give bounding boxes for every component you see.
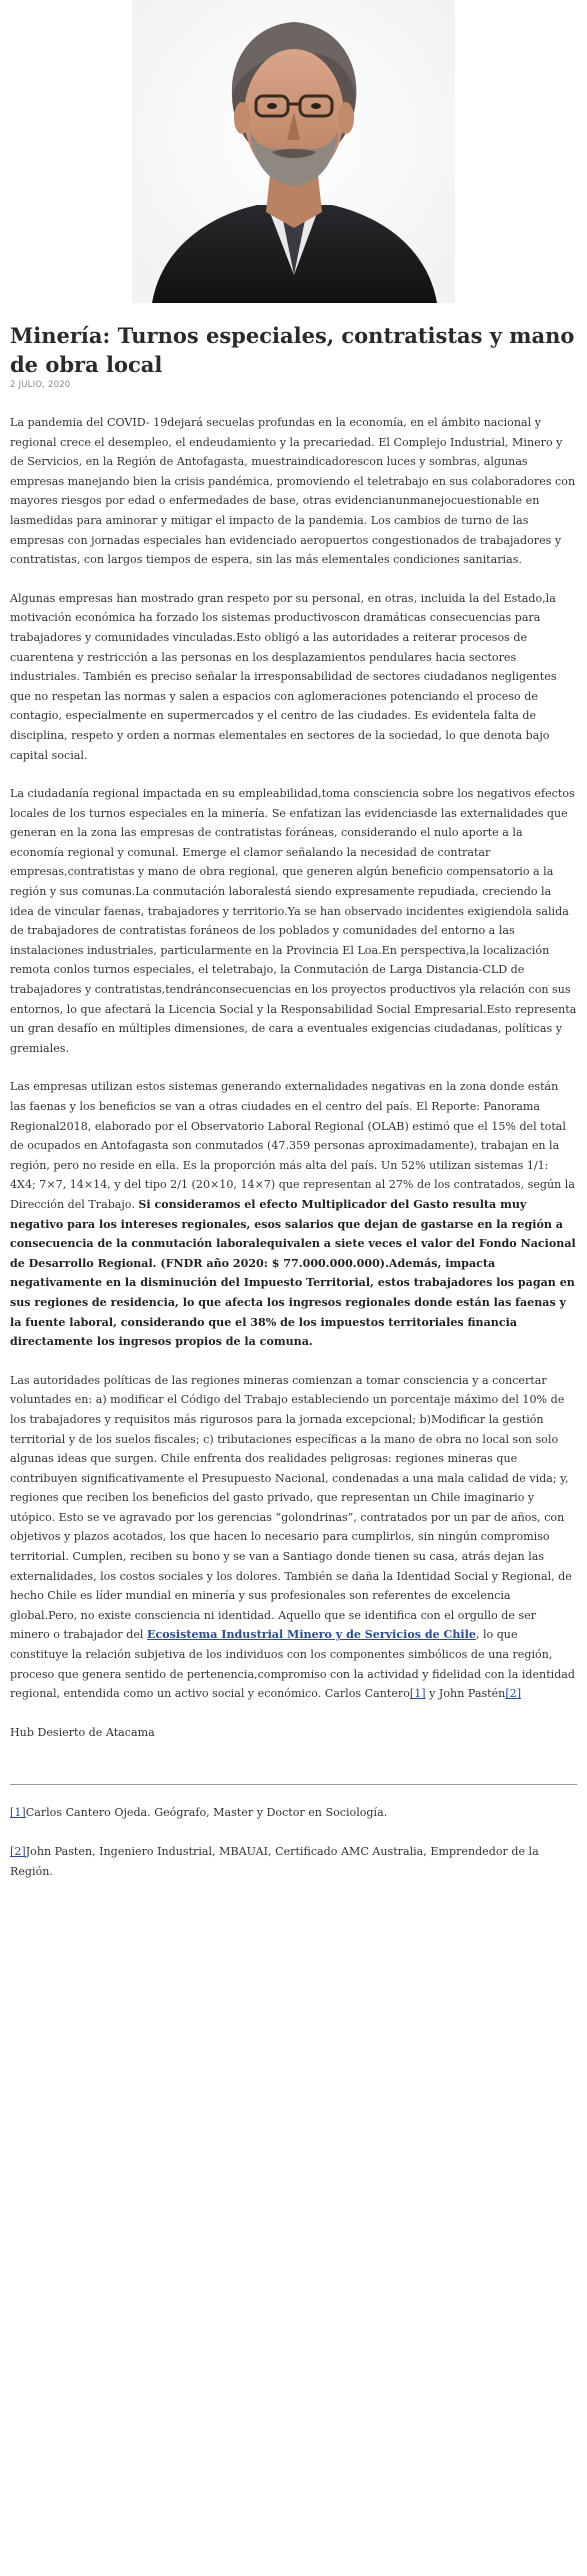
article-title: Minería: Turnos especiales, contratistas y mano de obra local bbox=[10, 323, 575, 377]
footnote-1-backlink[interactable]: [1] bbox=[10, 1806, 26, 1820]
ecosistema-link[interactable]: Ecosistema Industrial Minero y de Servicios de Chile bbox=[147, 1628, 476, 1642]
paragraph-5-text: Las autoridades políticas de las regiones mineras comienzan a tomar consciencia y a concertar voluntades en: a) modificar el Código del Trabajo estableciendo un porcentaje máximo del 10% de los trabajadores y requisitos más rigurosos para la jornada excepcional; b)Modificar la gestión territorial y de los suelos fiscales; c) tributaciones específicas a la mano de obra no local son solo algunas ideas que surgen. Chile enfrenta dos realidades peligrosas: regiones mineras que contribuyen significativamente el Presupuesto Nacional, condenadas a una mala calidad de vida; y, regiones que reciben los beneficios del gasto privado, que representan un Chile imaginario y utópico. Esto se ve agravado por los gerencias “golondrinas”, contratados por un par de años, con objetivos y plazos acotados, los que hacen lo necesario para cumplirlos, sin ningún compromiso territorial. Cumplen, reciben su bono y se van a Santiago donde tienen su casa, atrás dejan las externalidades, los costos sociales y los dolores. También se daña la Identidad Social y Regional, de hecho Chile es líder mundial en minería y sus profesionales son referentes de excelencia global.Pero, no existe consciencia ni identidad. Aquello que se identifica con el orgullo de ser minero o trabajador del bbox=[10, 1373, 572, 1642]
footnotes-divider bbox=[10, 1784, 577, 1785]
paragraph-5 bbox=[10, 1371, 577, 1704]
paragraph-4-bold-text: Si consideramos el efecto Multiplicador del Gasto resulta muy negativo para los intereses regionales, esos salarios que dejan de gastarse en la región a consecuencia de la conmutación laboralequivalen a siete veces el valor del Fondo Nacional de Desarrollo Regional. (FNDR año 2020: $ 77.000.000.000).Además, impacta negativamente en la disminución del Impuesto Territorial, estos trabajadores los pagan en sus regiones de residencia, lo que afecta los ingresos regionales donde están las faenas y la fuente laboral, considerando que el 38% de los impuestos territoriales financia directamente los ingresos propios de la comuna. bbox=[10, 1197, 576, 1349]
paragraph-4-text: Las empresas utilizan estos sistemas generando externalidades negativas en la zona donde están las faenas y los beneficios se van a otras ciudades en el centro del país. El Reporte: Panorama Regional2018, elaborado por el Observatorio Laboral Regional (OLAB) estimó que el 15% del total de ocupados en Antofagasta son conmutados (47.359 personas aproximadamente), trabajan en la región, pero no reside en ella. Es la proporción más alta del país. Un 52% utilizan sistemas 1/1: 4X4; 7×7, 14×14, y del tipo 2/1 (20×10, 14×7) que representan al 27% de los contratados, según la Dirección del Trabajo. bbox=[10, 1080, 575, 1211]
footnote-1-text: Carlos Cantero Ojeda. Geógrafo, Master y Doctor en Sociología. bbox=[25, 1806, 388, 1820]
paragraph-5-text-mid: y John Pastén bbox=[425, 1687, 506, 1701]
signature: Hub Desierto de Atacama bbox=[10, 1725, 155, 1739]
paragraph-4 bbox=[10, 1077, 577, 1351]
author-portrait-image bbox=[132, 0, 455, 303]
paragraph-3: La ciudadanía regional impactada en su empleabilidad,toma consciencia sobre los negativos efectos locales de los turnos especiales en la minería. Se enfatizan las evidenciasde las externalidades que generan en la zona las empresas de contratistas foráneas, considerando el nulo aporte a la economía regional y comunal. Emerge el clamor señalando la necesidad de contratar empresas,contratistas y mano de obra regional, que generen algún beneficio compensatorio a la región y sus comunas.La conmutación laboralestá siendo expresamente repudiada, creciendo la idea de vincular faenas, trabajadores y territorio.Ya se han observado incidentes exigiendola salida de trabajadores de contratistas foráneos de los poblados y comunidades del entorno a las instalaciones industriales, particularmente en la Provincia El Loa.En perspectiva,la localización remota conlos turnos especiales, el teletrabajo, la Conmutación de Larga Distancia-CLD de trabajadores y contratistas,tendránconsecuencias en los proyectos productivos yla relación con sus entornos, lo que afectará la Licencia Social y la Responsabilidad Social Empresarial.Esto representa un gran desafío en múltiples dimensiones, de cara a eventuales exigencias ciudadanas, políticas y gremiales. bbox=[10, 787, 577, 1055]
footnote-ref-2-link[interactable]: [2] bbox=[505, 1687, 522, 1701]
article-body bbox=[10, 413, 577, 1742]
article-date: 2 JULIO, 2020 bbox=[10, 380, 71, 390]
article-container bbox=[10, 0, 577, 1900]
author-photo bbox=[132, 0, 455, 303]
footnote-2-backlink[interactable]: [2] bbox=[10, 1845, 26, 1858]
footnote-1 bbox=[10, 1803, 577, 1823]
paragraph-2: Algunas empresas han mostrado gran respeto por su personal, en otras, incluida la del Estado,la motivación económica ha forzado los sistemas productivoscon dramáticas consecuencias para trabajadores y comunidades vinculadas.Esto obligó a las autoridades a reiterar procesos de cuarentena y restricción a las personas en los desplazamientos pendulares hacia sectores industriales. También es preciso señalar la irresponsabilidad de sectores ciudadanos negligentes que no respetan las normas y salen a espacios con aglomeraciones potenciando el proceso de contagio, especialmente en supermercados y el centro de las ciudades. Es evidentela falta de disciplina, respeto y orden a normas elementales en sectores de la sociedad, lo que denota bajo capital social. bbox=[10, 591, 557, 762]
footnotes bbox=[10, 1803, 577, 1881]
footnote-2-text: John Pasten, Ingeniero Industrial, MBAUAI, Certificado AMC Australia, Emprendedor de la Región. bbox=[10, 1845, 539, 1878]
paragraph-5-text-after: , lo que constituye la relación subjetiva de los individuos con los componentes simbólicos de una región, proceso que genera sentido de pertenencia,compromiso con la actividad y fidelidad con la identidad regional, entendida como un activo social y económico. Carlos Cantero bbox=[10, 1628, 576, 1701]
footnote-ref-1-link[interactable]: [1] bbox=[409, 1687, 426, 1701]
paragraph-1: La pandemia del COVID- 19dejará secuelas profundas en la economía, en el ámbito nacional y regional crece el desempleo, el endeudamiento y la precariedad. El Complejo Industrial, Minero y de Servicios, en la Región de Antofagasta, muestraindicadorescon luces y sombras, algunas empresas manejando bien la crisis pandémica, promoviendo el teletrabajo en sus colaboradores con mayores riesgos por edad o enfermedades de base, otras evidencianunmanejocuestionable en lasmedidas para aminorar y mitigar el impacto de la pandemia. Los cambios de turno de las empresas con jornadas especiales han evidenciado aeropuertos congestionados de trabajadores y contratistas, con largos tiempos de espera, sin las más elementales condiciones sanitarias. bbox=[10, 416, 576, 567]
footnote-2 bbox=[10, 1842, 577, 1881]
